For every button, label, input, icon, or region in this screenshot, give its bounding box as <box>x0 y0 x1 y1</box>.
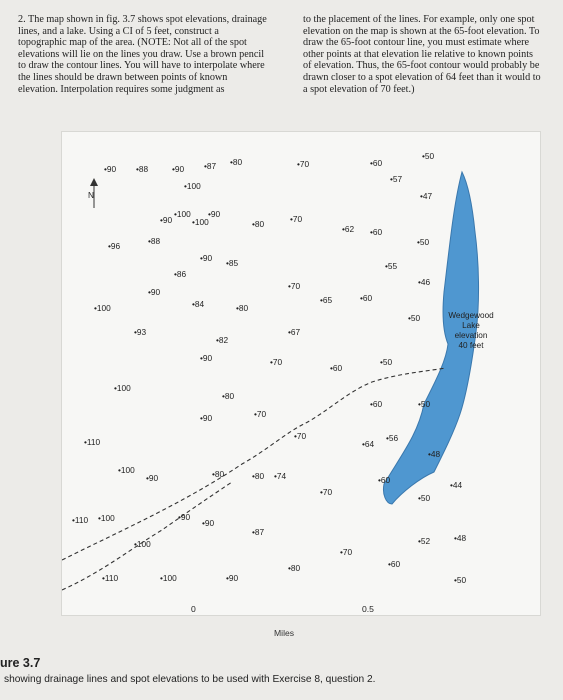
spot-elevation: •67 <box>288 327 301 337</box>
north-label: N <box>88 190 94 200</box>
spot-elevation: •56 <box>386 433 399 443</box>
scale-unit-label: Miles <box>274 628 295 638</box>
spot-elevation: •52 <box>418 536 431 546</box>
spot-elevation: •70 <box>320 487 333 497</box>
spot-elevation: •90 <box>160 215 173 225</box>
spot-elevation: •70 <box>270 357 283 367</box>
spot-elevation: •100 <box>114 383 131 393</box>
spot-elevation: •90 <box>148 287 161 297</box>
exercise-paragraph-right: to the placement of the lines. For example, only one spot elevation on the map is shown at the 65-foot elevation. To draw the 65-foot contour line, you must estimate where other points at that elevation lie relative to known points of elevation. Thus, the 65-foot contour would probably be drawn closer to a spot elevation of 64 feet than it would to a spot elevation of 70 feet.) <box>303 14 541 95</box>
spot-elevation: •87 <box>252 527 265 537</box>
spot-elevation: •80 <box>222 391 235 401</box>
spot-elevation: •50 <box>418 493 431 503</box>
spot-elevation: •100 <box>94 303 111 313</box>
spot-elevation: •80 <box>252 471 265 481</box>
spot-elevation: •70 <box>297 159 310 169</box>
spot-elevation: •90 <box>200 413 213 423</box>
exercise-paragraph-left: 2. The map shown in fig. 3.7 shows spot elevations, drainage lines, and a lake. Using a CI of 5 feet, construct a topographic map of the area. (NOTE: Not all of the spot elevations will lie on the lines you draw. Use a brown pencil to draw the contour lines. You will have to interpolate where the lines should be drawn between points of known elevation. Interpolation requires some judgment as <box>18 14 267 95</box>
spot-elevation: •90 <box>202 518 215 528</box>
spot-elevation: •85 <box>226 258 239 268</box>
spot-elevation: •70 <box>290 214 303 224</box>
spot-elevation: •90 <box>178 512 191 522</box>
spot-elevation: •93 <box>134 327 147 337</box>
spot-elevation: •64 <box>362 439 375 449</box>
figure-title: ure 3.7 <box>0 656 41 670</box>
spot-elevation: •90 <box>200 353 213 363</box>
lake-label <box>434 311 508 351</box>
spot-elevation: •55 <box>385 261 398 271</box>
spot-elevation: •80 <box>230 157 243 167</box>
spot-elevation: •90 <box>200 253 213 263</box>
spot-elevation: •60 <box>370 158 383 168</box>
scale-zero-label: 0 <box>191 604 196 614</box>
spot-elevation: •110 <box>72 515 89 525</box>
figure-caption: showing drainage lines and spot elevations to be used with Exercise 8, question 2. <box>4 674 376 685</box>
spot-elevation: •100 <box>174 209 191 219</box>
north-arrow-head <box>90 178 98 186</box>
spot-elevation: •65 <box>320 295 333 305</box>
spot-elevation: •57 <box>390 174 403 184</box>
spot-elevation: •90 <box>226 573 239 583</box>
spot-elevation: •100 <box>184 181 201 191</box>
spot-elevation: •70 <box>254 409 267 419</box>
spot-elevation: •80 <box>212 469 225 479</box>
spot-elevation: •100 <box>134 539 151 549</box>
spot-elevation: •90 <box>104 164 117 174</box>
spot-elevation: •46 <box>418 277 431 287</box>
drainage-line-tributary <box>62 482 232 590</box>
spot-elevation: •70 <box>294 431 307 441</box>
spot-elevation: •60 <box>388 559 401 569</box>
spot-elevation: •88 <box>148 236 161 246</box>
spot-elevation: •47 <box>420 191 433 201</box>
spot-elevation: •110 <box>102 573 119 583</box>
spot-elevation: •50 <box>380 357 393 367</box>
spot-elevation: •60 <box>370 227 383 237</box>
spot-elevation: •82 <box>216 335 229 345</box>
spot-elevation: •48 <box>454 533 467 543</box>
spot-elevation: •60 <box>378 475 391 485</box>
spot-elevation: •80 <box>252 219 265 229</box>
spot-elevation: •88 <box>136 164 149 174</box>
spot-elevation: •80 <box>288 563 301 573</box>
spot-elevation: •100 <box>98 513 115 523</box>
spot-elevation: •80 <box>236 303 249 313</box>
spot-elevation: •48 <box>428 449 441 459</box>
spot-elevation: •110 <box>84 437 101 447</box>
spot-elevation: •50 <box>418 399 431 409</box>
spot-elevation: •90 <box>146 473 159 483</box>
spot-elevation: •50 <box>408 313 421 323</box>
spot-elevation: •86 <box>174 269 187 279</box>
spot-elevation: •50 <box>417 237 430 247</box>
spot-elevation: •60 <box>360 293 373 303</box>
spot-elevation: •87 <box>204 161 217 171</box>
exercise-text-left <box>18 14 268 95</box>
spot-elevation: •62 <box>342 224 355 234</box>
spot-elevation: •50 <box>422 151 435 161</box>
lake-label-line: Lake <box>462 321 480 330</box>
lake-label-line: 40 feet <box>458 341 484 350</box>
spot-elevation: •50 <box>454 575 467 585</box>
spot-elevation: •84 <box>192 299 205 309</box>
spot-elevation: •90 <box>172 164 185 174</box>
scale-half-label: 0.5 <box>362 604 374 614</box>
spot-elevation: •100 <box>192 217 209 227</box>
spot-elevation: •74 <box>274 471 287 481</box>
spot-elevation: •60 <box>370 399 383 409</box>
spot-elevation: •100 <box>160 573 177 583</box>
spot-elevation: •96 <box>108 241 121 251</box>
topographic-map <box>62 132 540 638</box>
spot-elevation: •70 <box>288 281 301 291</box>
exercise-text-right <box>303 14 543 95</box>
lake-label-line: Wedgewood <box>448 311 494 320</box>
spot-elevation: •44 <box>450 480 463 490</box>
spot-elevation: •70 <box>340 547 353 557</box>
spot-elevation: •60 <box>330 363 343 373</box>
spot-elevation: •90 <box>208 209 221 219</box>
lake-label-line: elevation <box>454 331 488 340</box>
spot-elevation: •100 <box>118 465 135 475</box>
